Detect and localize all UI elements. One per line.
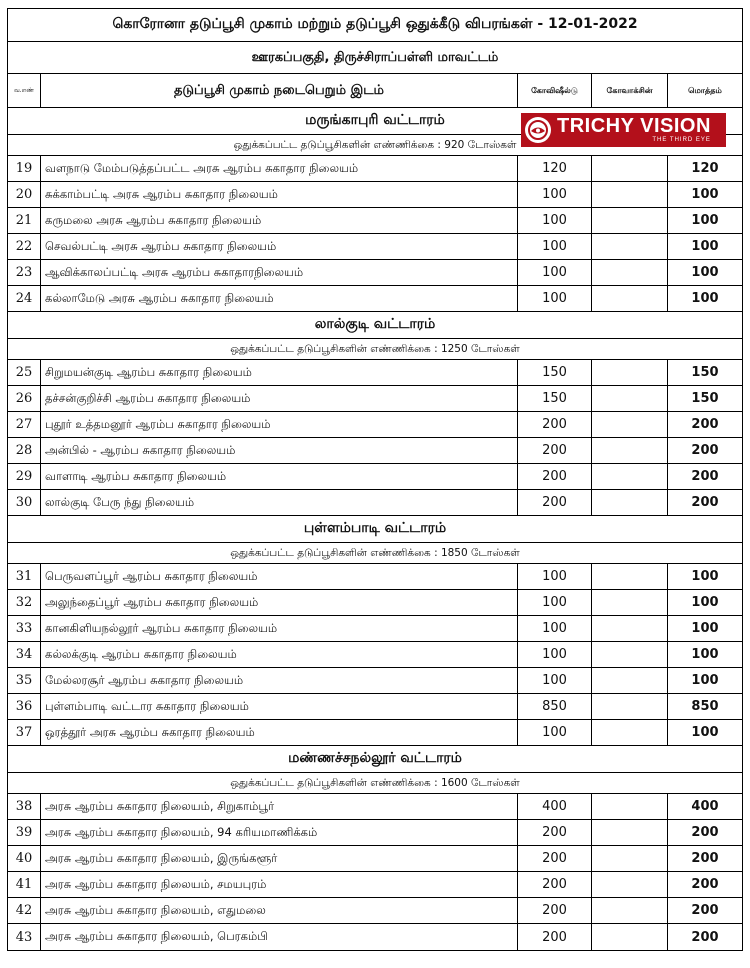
row-covaxin [592,464,668,489]
row-covaxin [592,360,668,385]
row-covaxin [592,924,668,950]
row-location: வாளாடி ஆரம்ப சுகாதார நிலையம் [41,464,518,489]
row-total: 100 [691,621,719,636]
table-row [8,590,742,616]
row-total: 200 [691,443,719,458]
block-allocation: ஒதுக்கப்பட்ட தடுப்பூசிகளின் எண்ணிக்கை : 1850 டோஸ்கள் [8,543,742,564]
row-total: 200 [691,825,719,840]
row-covaxin [592,260,668,285]
row-total: 200 [691,903,719,918]
row-covaxin [592,182,668,207]
row-total: 200 [691,929,719,945]
row-covishield: 100 [518,286,592,311]
row-location: அலுந்தைப்பூர் ஆரம்ப சுகாதார நிலையம் [41,590,518,615]
row-location: ஒரத்தூர் அரசு ஆரம்ப சுகாதார நிலையம் [41,720,518,745]
row-number: 43 [8,924,41,950]
row-number: 20 [8,182,41,207]
eye-icon [525,117,551,143]
table-row [8,924,742,950]
row-covishield: 150 [518,386,592,411]
row-location: அரசு ஆரம்ப சுகாதார நிலையம், இருங்களூர் [41,846,518,871]
header-covishield: கோவிஷீல்டு [518,74,592,107]
row-location: புதூர் உத்தமனூர் ஆரம்ப சுகாதார நிலையம் [41,412,518,437]
row-covishield: 100 [518,642,592,667]
row-number: 42 [8,898,41,923]
row-number: 19 [8,156,41,181]
row-covishield: 200 [518,490,592,515]
table-row [8,668,742,694]
row-covishield: 100 [518,668,592,693]
row-total: 200 [691,851,719,866]
table-row [8,234,742,260]
trichy-vision-logo [521,113,726,147]
row-number: 37 [8,720,41,745]
row-number: 39 [8,820,41,845]
header-location: தடுப்பூசி முகாம் நடைபெறும் இடம் [41,74,518,107]
row-covaxin [592,386,668,411]
row-covaxin [592,872,668,897]
row-total: 100 [691,265,719,280]
row-covishield: 120 [518,156,592,181]
row-location: பெருவளப்பூர் ஆரம்ப சுகாதார நிலையம் [41,564,518,589]
table-row [8,898,742,924]
row-covishield: 200 [518,820,592,845]
row-covishield: 100 [518,720,592,745]
row-covishield: 100 [518,616,592,641]
block-allocation: ஒதுக்கப்பட்ட தடுப்பூசிகளின் எண்ணிக்கை : 1250 டோஸ்கள் [8,339,742,360]
table-row [8,360,742,386]
row-number: 22 [8,234,41,259]
row-number: 28 [8,438,41,463]
row-location: கல்லாமேடு அரசு ஆரம்ப சுகாதார நிலையம் [41,286,518,311]
row-location: கானகிளியநல்லூர் ஆரம்ப சுகாதார நிலையம் [41,616,518,641]
row-total: 100 [691,569,719,584]
row-total: 200 [691,495,719,510]
row-covishield: 100 [518,260,592,285]
logo-tagline: THE THIRD EYE [652,137,711,143]
row-covaxin [592,820,668,845]
row-covaxin [592,208,668,233]
row-location: அரசு ஆரம்ப சுகாதார நிலையம், சமயபுரம் [41,872,518,897]
row-covishield: 100 [518,234,592,259]
row-location: புள்ளம்பாடி வட்டார சுகாதார நிலையம் [41,694,518,719]
row-location: மேல்லரசூர் ஆரம்ப சுகாதார நிலையம் [41,668,518,693]
row-covishield: 100 [518,564,592,589]
row-number: 30 [8,490,41,515]
row-number: 29 [8,464,41,489]
table-row [8,794,742,820]
row-total: 100 [691,725,719,740]
row-number: 32 [8,590,41,615]
row-location: ஆவிக்காலப்பட்டி அரசு ஆரம்ப சுகாதாரநிலையம் [41,260,518,285]
table-row [8,464,742,490]
row-covishield: 150 [518,360,592,385]
row-total: 100 [691,213,719,228]
logo-name: TRICHY VISION [557,115,711,137]
row-total: 150 [691,391,719,406]
row-covaxin [592,234,668,259]
row-location: கருமலை அரசு ஆரம்ப சுகாதார நிலையம் [41,208,518,233]
row-covaxin [592,564,668,589]
table-row [8,694,742,720]
page-title: கொரோனா தடுப்பூசி முகாம் மற்றும் தடுப்பூசி ஒதுக்கீடு விபரங்கள் - 12-01-2022 [8,9,742,42]
row-location: லால்குடி பேரு ந்து நிலையம் [41,490,518,515]
row-total: 200 [691,877,719,892]
table-row [8,616,742,642]
row-number: 27 [8,412,41,437]
table-row [8,412,742,438]
row-covaxin [592,490,668,515]
table-row [8,386,742,412]
row-number: 40 [8,846,41,871]
row-total: 100 [691,239,719,254]
row-covaxin [592,590,668,615]
row-covishield: 200 [518,898,592,923]
row-number: 38 [8,794,41,819]
row-total: 200 [691,469,719,484]
row-location: தச்சன்குறிச்சி ஆரம்ப சுகாதார நிலையம் [41,386,518,411]
row-number: 34 [8,642,41,667]
row-total: 100 [691,595,719,610]
row-covishield: 200 [518,438,592,463]
row-total: 120 [691,161,719,176]
table-row [8,438,742,464]
row-location: அன்பில் - ஆரம்ப சுகாதார நிலையம் [41,438,518,463]
block-allocation: ஒதுக்கப்பட்ட தடுப்பூசிகளின் எண்ணிக்கை : 1600 டோஸ்கள் [8,773,742,794]
row-covaxin [592,846,668,871]
row-covaxin [592,616,668,641]
row-number: 21 [8,208,41,233]
row-total: 100 [691,647,719,662]
block-heading: மண்ணச்சநல்லூர் வட்டாரம் [8,746,742,773]
row-number: 35 [8,668,41,693]
row-location: அரசு ஆரம்ப சுகாதார நிலையம், சிறுகாம்பூர் [41,794,518,819]
row-number: 31 [8,564,41,589]
table-row [8,260,742,286]
block-allocation: ஒதுக்கப்பட்ட தடுப்பூசிகளின் எண்ணிக்கை : 920 டோஸ்கள் [8,135,742,156]
row-total: 400 [691,799,719,814]
table-header [8,74,742,108]
table-row [8,156,742,182]
row-covaxin [592,412,668,437]
table-row [8,182,742,208]
row-total: 100 [691,187,719,202]
row-total: 150 [691,365,719,380]
row-covaxin [592,156,668,181]
table-row [8,286,742,312]
row-location: அரசு ஆரம்ப சுகாதார நிலையம், எதுமலை [41,898,518,923]
row-location: வளநாடு மேம்படுத்தப்பட்ட அரசு ஆரம்ப சுகாதார நிலையம் [41,156,518,181]
row-total: 100 [691,291,719,306]
row-covaxin [592,286,668,311]
row-covishield: 850 [518,694,592,719]
table-row [8,490,742,516]
row-number: 41 [8,872,41,897]
row-covaxin [592,668,668,693]
table-row [8,564,742,590]
header-no: வ.எண் [8,74,41,107]
row-covaxin [592,898,668,923]
row-location: சிறுமயன்குடி ஆரம்ப சுகாதார நிலையம் [41,360,518,385]
header-covaxin: கோவாக்சின் [592,74,668,107]
row-location: கல்லக்குடி ஆரம்ப சுகாதார நிலையம் [41,642,518,667]
row-location: சுக்காம்பட்டி அரசு ஆரம்ப சுகாதார நிலையம் [41,182,518,207]
table-body [8,108,742,950]
row-covishield: 200 [518,924,592,950]
row-covishield: 400 [518,794,592,819]
row-covishield: 200 [518,872,592,897]
row-covaxin [592,438,668,463]
row-location: அரசு ஆரம்ப சுகாதார நிலையம், பெரகம்பி [41,924,518,950]
table-row [8,720,742,746]
block-heading: மருங்காபுரி வட்டாரம் [8,108,742,135]
vaccination-table [7,8,743,951]
row-location: செவல்பட்டி அரசு ஆரம்ப சுகாதார நிலையம் [41,234,518,259]
row-total: 100 [691,673,719,688]
row-covishield: 100 [518,590,592,615]
row-covishield: 200 [518,412,592,437]
header-total: மொத்தம் [688,85,722,95]
row-covishield: 100 [518,182,592,207]
table-row [8,820,742,846]
row-total: 850 [691,699,719,714]
row-location: அரசு ஆரம்ப சுகாதார நிலையம், 94 கரியமாணிக்கம் [41,820,518,845]
table-row [8,846,742,872]
page-subtitle: ஊரகப்பகுதி, திருச்சிராப்பள்ளி மாவட்டம் [8,42,742,74]
row-number: 26 [8,386,41,411]
row-covaxin [592,642,668,667]
row-number: 25 [8,360,41,385]
row-covaxin [592,794,668,819]
table-row [8,872,742,898]
block-heading: புள்ளம்பாடி வட்டாரம் [8,516,742,543]
table-row [8,208,742,234]
row-number: 23 [8,260,41,285]
row-number: 36 [8,694,41,719]
row-total: 200 [691,417,719,432]
row-covaxin [592,720,668,745]
row-covaxin [592,694,668,719]
row-covishield: 200 [518,464,592,489]
row-covishield: 200 [518,846,592,871]
row-number: 33 [8,616,41,641]
table-row [8,642,742,668]
block-heading: லால்குடி வட்டாரம் [8,312,742,339]
row-covishield: 100 [518,208,592,233]
row-number: 24 [8,286,41,311]
